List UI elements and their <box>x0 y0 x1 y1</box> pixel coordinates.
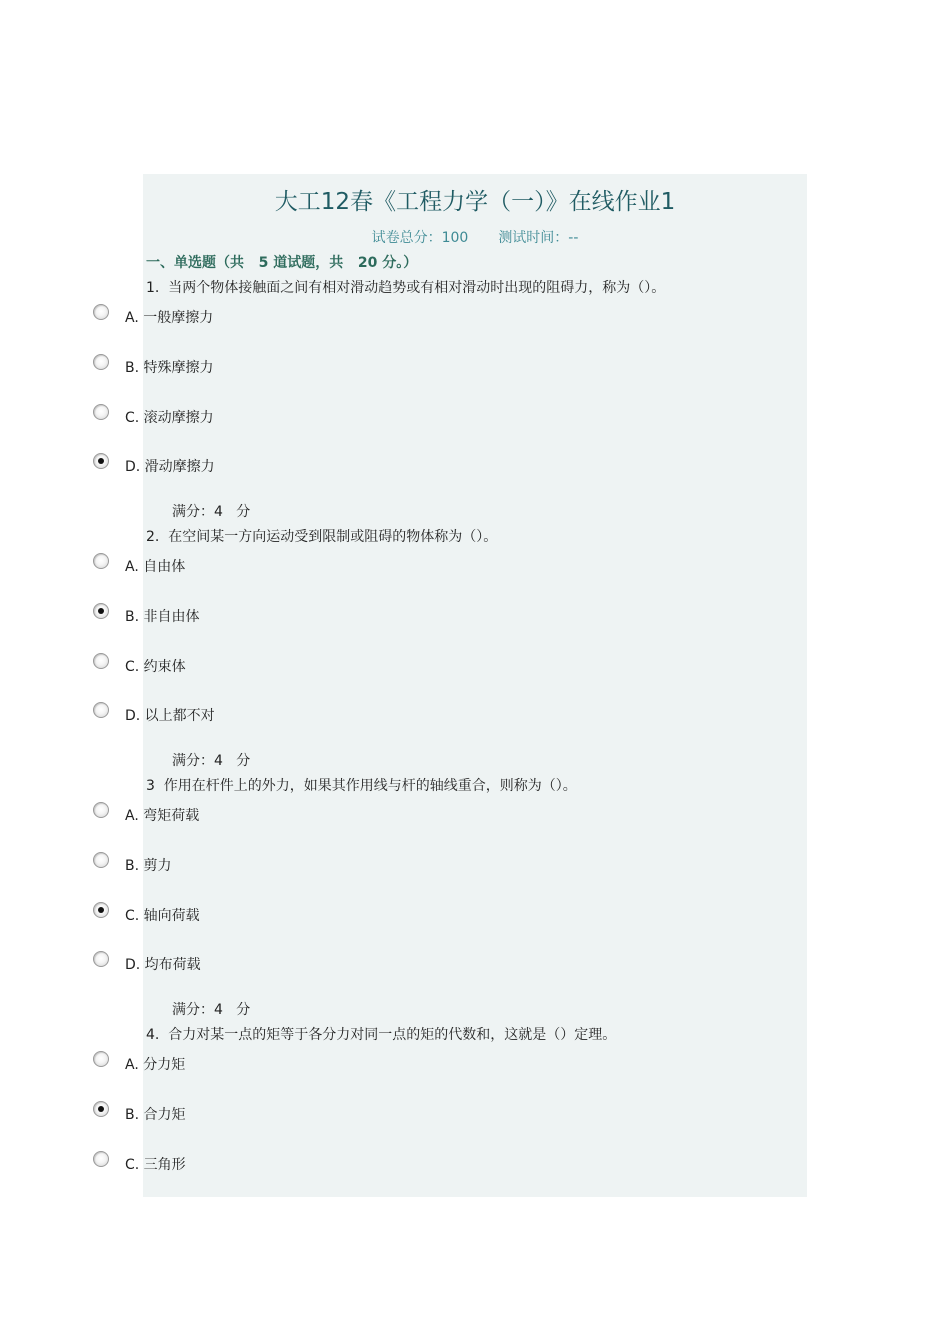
radio-button[interactable] <box>93 1151 109 1167</box>
option-label: A. 弯矩荷载 <box>125 808 200 824</box>
option-label: A. 分力矩 <box>125 1057 186 1073</box>
radio-button-selected[interactable] <box>93 453 109 469</box>
radio-button[interactable] <box>93 404 109 420</box>
option-label: C. 轴向荷载 <box>125 908 200 924</box>
option-label: B. 非自由体 <box>125 609 200 625</box>
option-label: C. 滚动摩擦力 <box>125 410 214 426</box>
radio-button-selected[interactable] <box>93 902 109 918</box>
radio-dot-icon <box>98 1106 104 1112</box>
radio-button[interactable] <box>93 653 109 669</box>
option-label: D. 均布荷载 <box>125 957 201 973</box>
radio-button[interactable] <box>93 354 109 370</box>
radio-button-selected[interactable] <box>93 1101 109 1117</box>
question-4-text: 4. 合力对某一点的矩等于各分力对同一点的矩的代数和，这就是（）定理。 <box>146 1027 617 1043</box>
option-label: B. 合力矩 <box>125 1107 186 1123</box>
radio-button[interactable] <box>93 852 109 868</box>
page-title: 大工12春《工程力学（一）》在线作业1 <box>274 189 676 215</box>
question-2-text: 2. 在空间某一方向运动受到限制或阻碍的物体称为（）。 <box>146 529 498 545</box>
radio-dot-icon <box>98 907 104 913</box>
option-label: C. 约束体 <box>125 659 186 675</box>
option-label: C. 三角形 <box>125 1157 186 1173</box>
question-3-text: 3 作用在杆件上的外力，如果其作用线与杆的轴线重合，则称为（）。 <box>146 778 577 794</box>
option-label: B. 剪力 <box>125 858 172 874</box>
radio-button[interactable] <box>93 1051 109 1067</box>
question-2-score: 满分：4 分 <box>172 753 251 769</box>
option-label: B. 特殊摩擦力 <box>125 360 214 376</box>
test-time: 测试时间：-- <box>498 230 579 246</box>
section-heading: 一、单选题（共 5 道试题，共 20 分。） <box>146 255 418 271</box>
radio-dot-icon <box>98 608 104 614</box>
radio-button[interactable] <box>93 951 109 967</box>
radio-dot-icon <box>98 458 104 464</box>
question-3-score: 满分：4 分 <box>172 1002 251 1018</box>
radio-button[interactable] <box>93 304 109 320</box>
radio-button[interactable] <box>93 702 109 718</box>
radio-button-selected[interactable] <box>93 603 109 619</box>
radio-button[interactable] <box>93 802 109 818</box>
total-score: 试卷总分：100 <box>371 230 469 246</box>
option-label: A. 一般摩擦力 <box>125 310 214 326</box>
option-label: D. 滑动摩擦力 <box>125 459 215 475</box>
option-label: A. 自由体 <box>125 559 186 575</box>
radio-button[interactable] <box>93 553 109 569</box>
question-1-score: 满分：4 分 <box>172 504 251 520</box>
question-1-text: 1. 当两个物体接触面之间有相对滑动趋势或有相对滑动时出现的阻碍力，称为（）。 <box>146 280 666 296</box>
option-label: D. 以上都不对 <box>125 708 215 724</box>
quiz-meta <box>143 228 807 248</box>
